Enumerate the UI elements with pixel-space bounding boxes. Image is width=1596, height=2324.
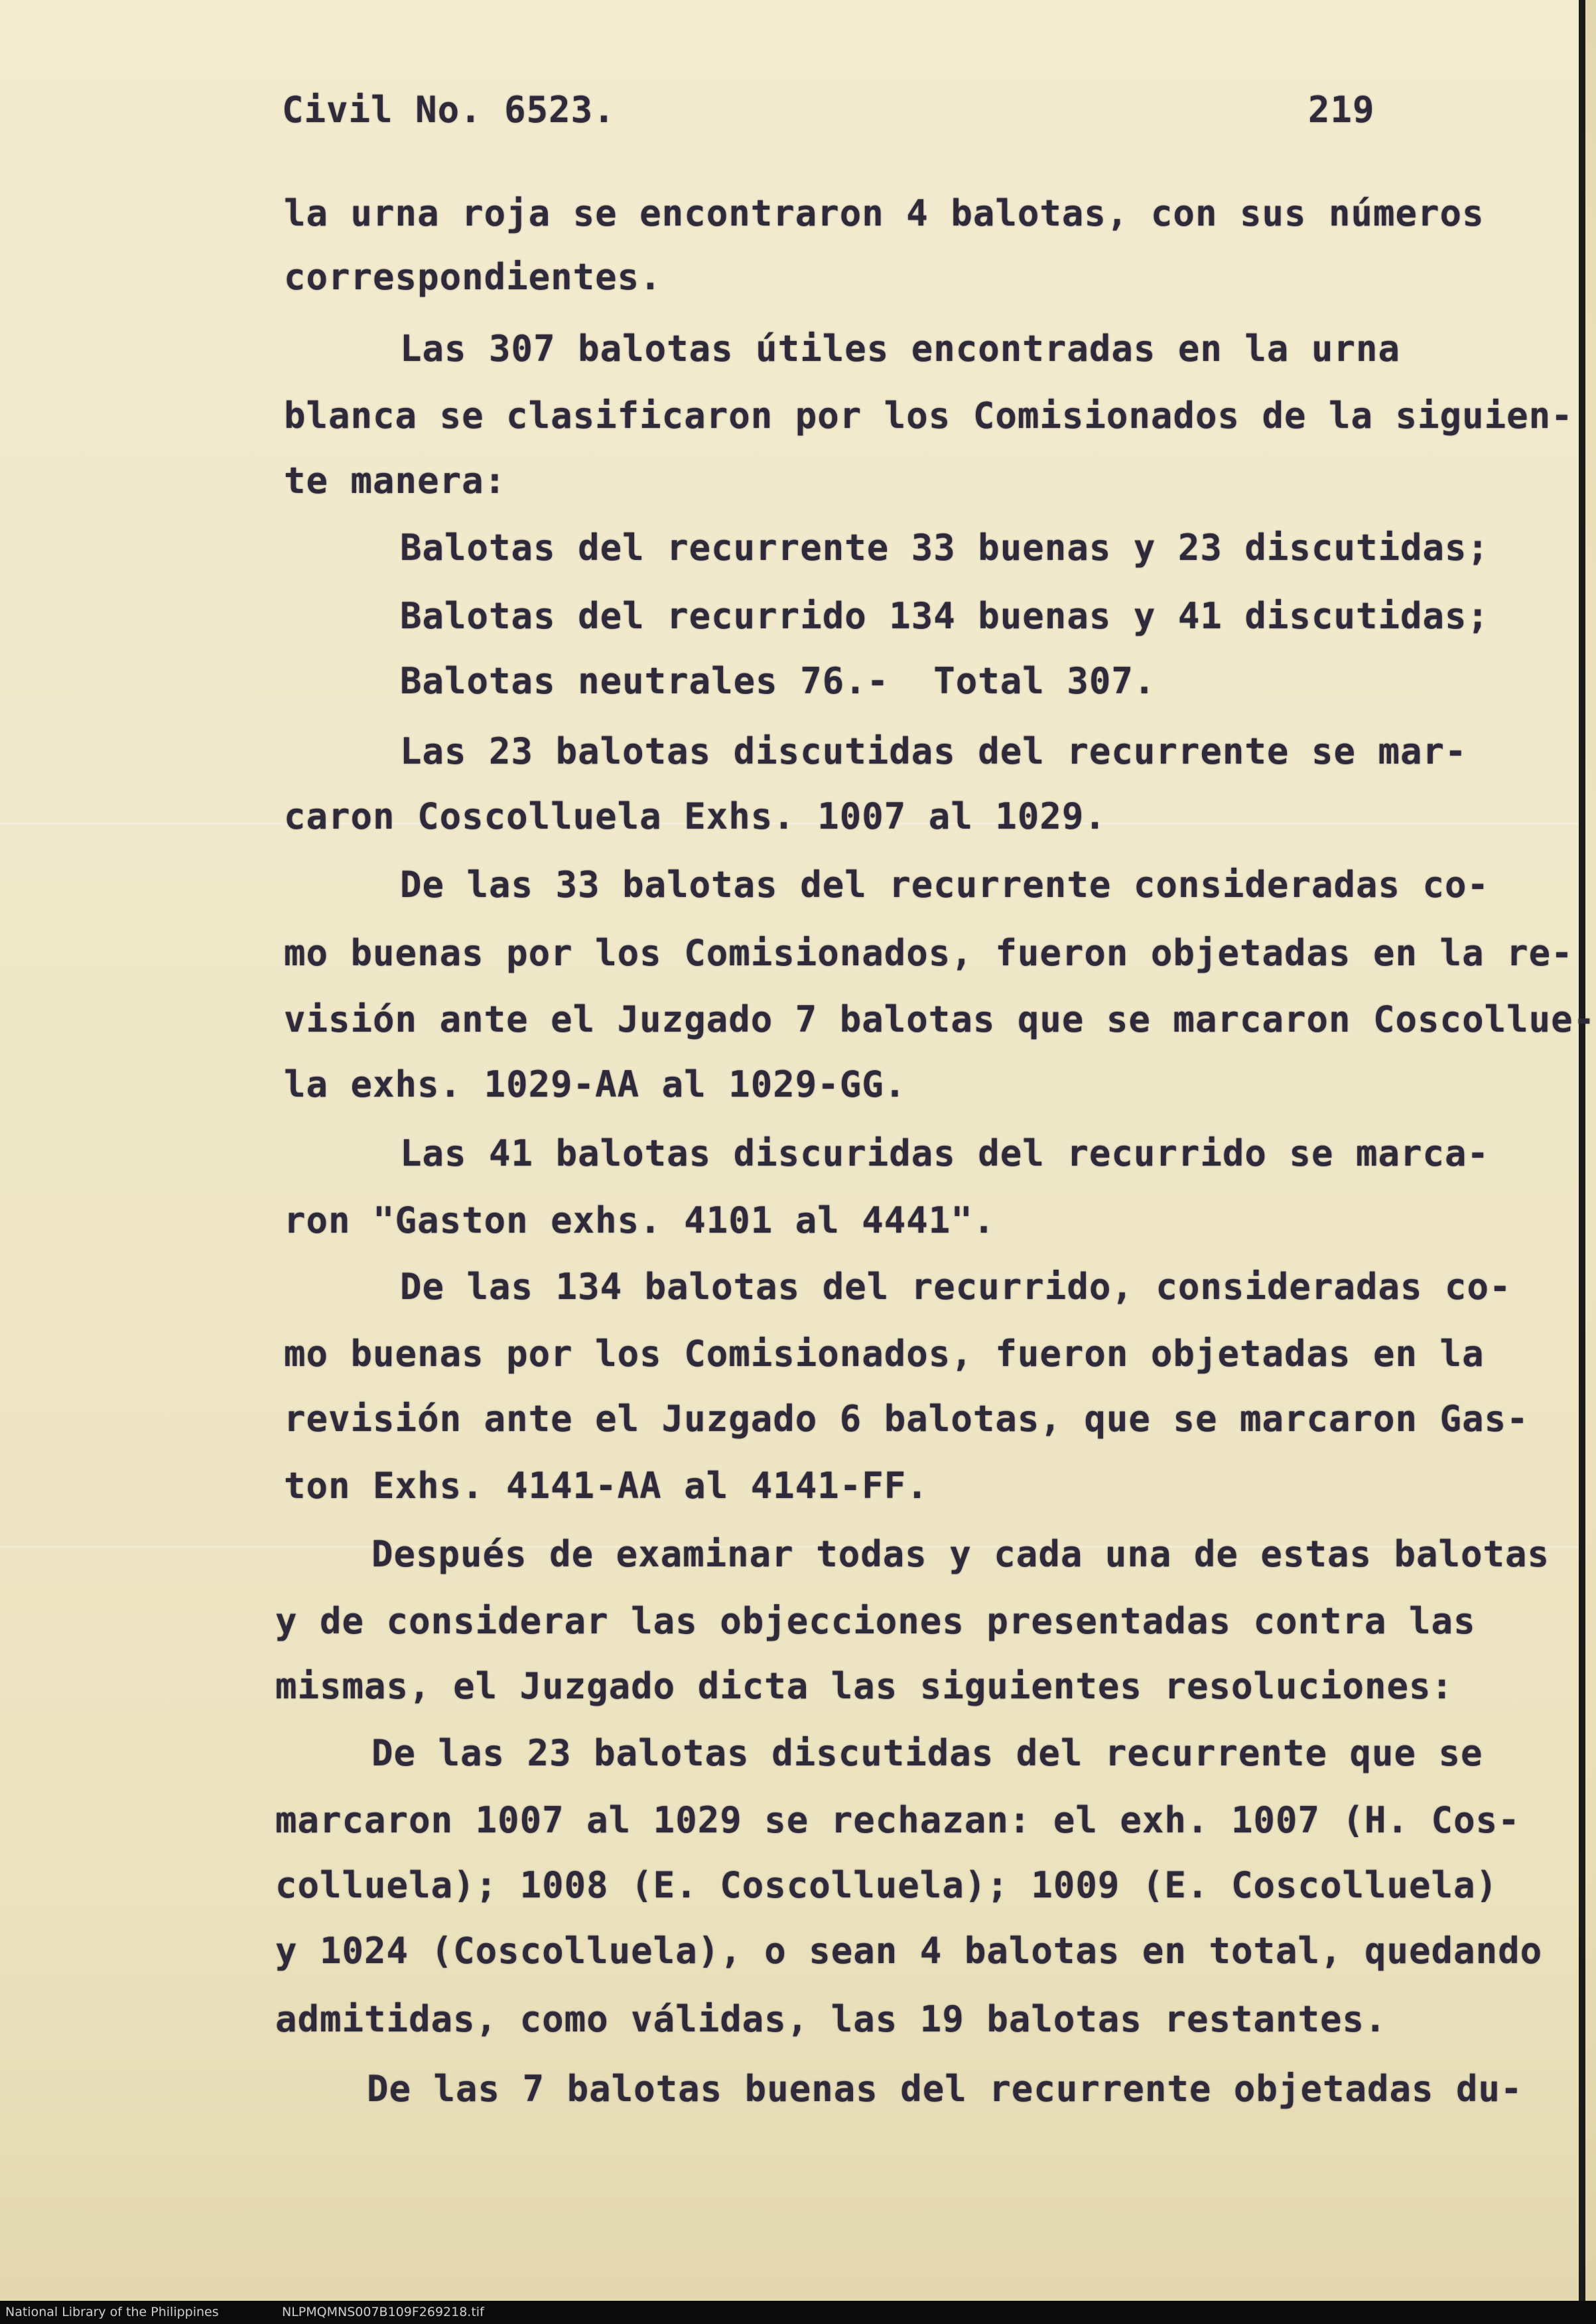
body-line: y 1024 (Coscolluela), o sean 4 balotas en total, quedando	[275, 1930, 1543, 1972]
body-line: De las 134 balotas del recurrido, consideradas co-	[400, 1266, 1512, 1308]
body-line: colluela); 1008 (E. Coscolluela); 1009 (E. Coscolluela)	[275, 1864, 1498, 1906]
body-line: blanca se clasificaron por los Comisionados de la siguien-	[284, 395, 1573, 437]
body-line: admitidas, como válidas, las 19 balotas restantes.	[275, 1998, 1387, 2040]
body-line: Balotas neutrales 76.- Total 307.	[400, 660, 1156, 702]
page-number: 219	[1308, 89, 1375, 131]
body-line: mismas, el Juzgado dicta las siguientes resoluciones:	[275, 1665, 1454, 1707]
body-line: mo buenas por los Comisionados, fueron objetadas en la	[284, 1333, 1485, 1375]
body-line: te manera:	[284, 460, 507, 502]
body-line: ton Exhs. 4141-AA al 4141-FF.	[284, 1465, 929, 1507]
body-line: De las 7 balotas buenas del recurrente objetadas du-	[367, 2068, 1523, 2110]
body-line: Después de examinar todas y cada una de estas balotas	[371, 1533, 1550, 1575]
body-line: Balotas del recurrido 134 buenas y 41 discutidas;	[400, 595, 1490, 637]
file-id: NLPMQMNS007B109F269218.tif	[282, 2305, 484, 2319]
body-line: correspondientes.	[284, 256, 662, 298]
body-line: caron Coscolluela Exhs. 1007 al 1029.	[284, 795, 1106, 837]
body-line: Balotas del recurrente 33 buenas y 23 discutidas;	[400, 527, 1490, 569]
body-line: Las 307 balotas útiles encontradas en la urna	[400, 328, 1400, 370]
body-line: De las 23 balotas discutidas del recurrente que se	[371, 1732, 1483, 1774]
body-line: revisión ante el Juzgado 6 balotas, que se marcaron Gas-	[284, 1398, 1529, 1440]
body-line: Las 41 balotas discuridas del recurrido se marca-	[400, 1132, 1490, 1174]
body-line: mo buenas por los Comisionados, fueron objetadas en la re-	[284, 932, 1573, 974]
case-number: Civil No. 6523.	[282, 89, 616, 131]
body-line: y de considerar las objecciones presentadas contra las	[275, 1600, 1476, 1642]
body-line: De las 33 balotas del recurrente consideradas co-	[400, 864, 1490, 906]
body-line: visión ante el Juzgado 7 balotas que se marcaron Coscollue-	[284, 998, 1596, 1040]
scan-footer	[0, 2301, 1596, 2324]
body-line: Las 23 balotas discutidas del recurrente se mar-	[400, 730, 1467, 772]
library-credit: National Library of the Philippines	[5, 2305, 219, 2319]
body-line: la exhs. 1029-AA al 1029-GG.	[284, 1063, 907, 1105]
body-line: marcaron 1007 al 1029 se rechazan: el exh. 1007 (H. Cos-	[275, 1799, 1520, 1841]
body-line: la urna roja se encontraron 4 balotas, con sus números	[284, 192, 1485, 234]
body-line: ron "Gaston exhs. 4101 al 4441".	[284, 1199, 996, 1241]
